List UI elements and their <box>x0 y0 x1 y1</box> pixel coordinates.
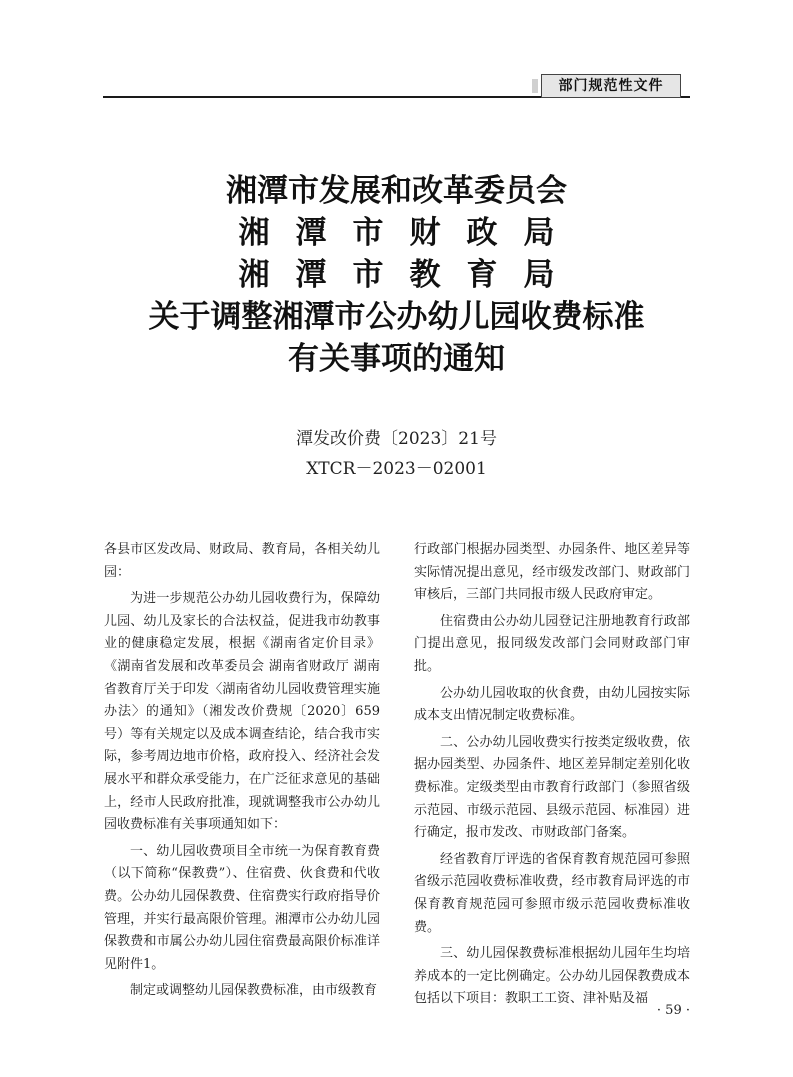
body-column-left <box>104 539 380 1007</box>
section-tag: 部门规范性文件 <box>541 74 681 98</box>
title-subject-2: 有关事项的通知 <box>288 341 505 377</box>
paragraph: 住宿费由公办幼儿园登记注册地教育行政部门提出意见，报同级发改部门会同财政部门审批。 <box>414 613 690 674</box>
document-title <box>103 170 690 380</box>
paragraph-continued: 行政部门根据办园类型、办园条件、地区差异等实际情况提出意见，经市级发改部门、财政部门审核后，三部门共同报市级人民政府审定。 <box>414 542 690 603</box>
document-number <box>103 424 690 484</box>
addressee: 各县市区发改局、财政局、教育局，各相关幼儿园： <box>104 542 380 580</box>
document-number-line: 潭发改价费〔2023〕21号 <box>296 429 497 449</box>
title-issuer-3: 湘潭市教育局 <box>238 257 581 293</box>
body-column-right <box>414 539 690 1015</box>
paragraph: 三、幼儿园保教费标准根据幼儿园年生均培养成本的一定比例确定。公办幼儿园保教费成本包括以下项目：教职工工资、津补贴及福 <box>414 946 690 1007</box>
page-number: · 59 · <box>656 1003 690 1018</box>
title-subject-1: 关于调整湘潭市公办幼儿园收费标准 <box>148 299 645 335</box>
title-issuer-1: 湘潭市发展和改革委员会 <box>226 173 567 209</box>
paragraph: 为进一步规范公办幼儿园收费行为，保障幼儿园、幼儿及家长的合法权益，促进我市幼教事业的健康稳定发展，根据《湖南省定价目录》《湖南省发展和改革委员会 湖南省财政厅 湖南省教育厅关于印发〈湖南省幼儿园收费管理实施办法〉的通知》（湘发改价费规〔2020〕659号）等有关规定以及成本调查结论，结合我市实际，参考周边地市价格，政府投入、经济社会发展水平和群众承受能力，在广泛征求意见的基础上，经市人民政府批准，现就调整我市公办幼儿园收费标准有关事项通知如下： <box>104 591 380 833</box>
paragraph: 一、幼儿园收费项目全市统一为保育教育费（以下简称“保教费”）、住宿费、伙食费和代收费。公办幼儿园保教费、住宿费实行政府指导价管理，并实行最高限价管理。湘潭市公办幼儿园保教费和市属公办幼儿园住宿费最高限价标准详见附件1。 <box>104 843 380 972</box>
title-issuer-2: 湘潭市财政局 <box>238 215 581 251</box>
paragraph: 制定或调整幼儿园保教费标准，由市级教育 <box>130 983 378 999</box>
paragraph: 公办幼儿园收取的伙食费，由幼儿园按实际成本支出情况制定收费标准。 <box>414 685 690 724</box>
document-code-line: XTCR－2023－02001 <box>306 459 487 479</box>
paragraph: 经省教育厅评选的省保育教育规范园可参照省级示范园收费标准收费，经市教育局评选的市保育教育规范园可参照市级示范园收费标准收费。 <box>414 851 690 935</box>
paragraph: 二、公办幼儿园收费实行按类定级收费，依据办园类型、办园条件、地区差异制定差别化收费标准。定级类型由市教育行政部门（参照省级示范园、市级示范园、县级示范园、标准园）进行确定，报市发改、市财政部门备案。 <box>414 734 690 841</box>
